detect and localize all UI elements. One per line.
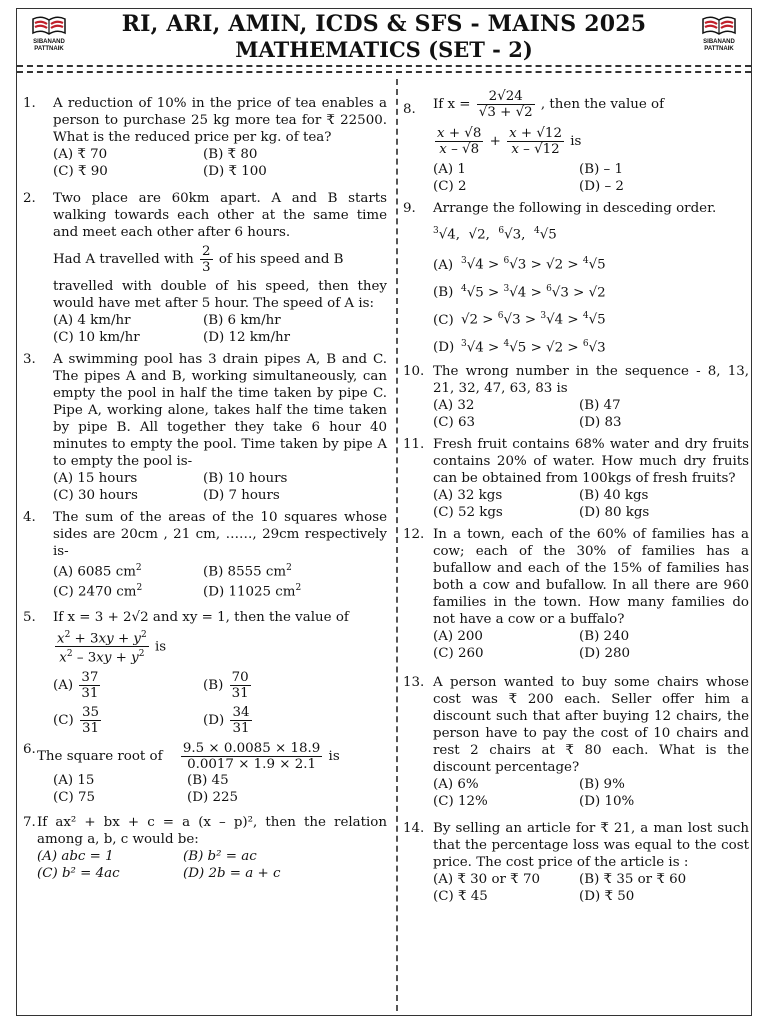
question-text: The sum of the areas of the 10 squares whose sides are 20cm , 21 cm, ……, 29cm respectively is- <box>53 510 387 559</box>
left-column <box>23 95 387 887</box>
question-text: By selling an article for ₹ 21, a man lost such that the percentage loss was equal to the cost price. The cost price of the article is : <box>433 821 749 871</box>
option-c: (C) √2 > $^6$√3 > $^3$√4 > $^4$√5 <box>433 311 606 328</box>
question-10 <box>403 363 749 431</box>
logo-right-name2: PATTNAIK <box>704 46 734 52</box>
option-d: (D) $^3$√4 > $^4$√5 > √2 > $^6$√3 <box>433 338 606 356</box>
logo-left-name: SIBANAND <box>33 39 65 45</box>
question-1 <box>23 95 387 180</box>
option-d: (D) 11025 $cm^2$ <box>203 583 302 600</box>
option-b: (B) $^4$√5 > $^3$√4 > $^6$√3 > √2 <box>433 283 606 301</box>
option-a: (A) $\frac{37}{31}$ <box>53 669 99 701</box>
option-b: (B) 6 km/hr <box>203 313 281 328</box>
question-number: 5. <box>23 609 36 625</box>
question-7 <box>23 814 387 882</box>
option-c: (C) 63 <box>433 415 475 431</box>
question-text-part: , then the value of <box>540 97 665 112</box>
question-text-part: If x = <box>433 97 471 112</box>
question-text: If x = 3 + 2√2 and xy = 1, then the value of <box>53 609 349 625</box>
option-c: (C) 52 kgs <box>433 505 503 521</box>
question-text-part: is <box>570 134 582 149</box>
option-d: (D) 80 kgs <box>579 505 650 521</box>
question-text: A person wanted to buy some chairs whose cost was ₹ 200 each. Seller offer him a discount such that after buying 12 chairs, the person have to pay the cost of 10 chairs and rest 2 chairs at ₹ 80 each. What is the discount percentage? <box>433 675 749 776</box>
question-page <box>16 8 752 1016</box>
book-logo-icon <box>701 15 737 37</box>
option-a: (A) 15 hours <box>53 471 138 486</box>
logo-left-name2: PATTNAIK <box>34 46 64 52</box>
option-d: (D) 10% <box>579 794 635 810</box>
question-3 <box>23 351 387 504</box>
question-text: A reduction of 10% in the price of tea enables a person to purchase 25 kg more tea for ₹ 22500. What is the reduced price per kg. of tea? <box>53 96 387 145</box>
x-fraction: $\frac{2√24}{√3 + √2}$ <box>478 89 533 120</box>
expression-fraction: $\frac{x^2 + 3xy + y^2}{x^2 - 3xy + y^2}$ <box>57 629 147 666</box>
option-a: (A) 32 kgs <box>433 488 503 504</box>
option-a: (A) 15 <box>53 772 95 788</box>
option-a: (A) ₹ 30 or ₹ 70 <box>433 872 540 888</box>
option-a: (A) 200 <box>433 629 483 645</box>
expression-fraction: $\frac{x + √12}{x - √12}$ <box>509 126 562 157</box>
option-c: (C) 2 <box>433 179 467 194</box>
question-text-part: is <box>328 748 340 764</box>
question-4 <box>23 509 387 601</box>
question-13 <box>403 674 749 810</box>
page-header <box>17 9 751 65</box>
option-b: (B) 47 <box>579 398 621 414</box>
question-number: 12. <box>403 527 425 543</box>
question-text: In a town, each of the 60% of families has a cow; each of the 30% of families has a bufallow and each of the 15% of families has both a cow and bufallow. In all there are 960 families in the town. How many families do not have a cow or a buffalo? <box>433 527 749 628</box>
option-d: (D) 7 hours <box>203 488 280 503</box>
question-number: 9. <box>403 201 416 216</box>
option-c: (C) 260 <box>433 646 484 662</box>
option-b: (B) – 1 <box>579 162 624 177</box>
option-a: (A) 6085 $cm^2$ <box>53 563 142 580</box>
option-b: (B) ₹ 80 <box>203 147 258 162</box>
option-b: (B) 10 hours <box>203 471 288 486</box>
subject-title: MATHEMATICS (SET - 2) <box>235 37 533 62</box>
option-d: (D) ₹ 100 <box>203 164 267 179</box>
option-d: (D) ₹ 50 <box>579 889 635 905</box>
option-d: (D) 12 km/hr <box>203 330 291 345</box>
question-text: Two place are 60km apart. A and B starts walking towards each other at the same time and meet each other after 6 hours. <box>53 191 387 240</box>
question-11 <box>403 436 749 521</box>
question-number: 1. <box>23 96 36 111</box>
option-d: (D) $\frac{34}{31}$ <box>203 704 250 736</box>
option-b: (B) 240 <box>579 629 630 645</box>
question-number: 2. <box>23 191 36 206</box>
question-number: 7. <box>23 814 36 830</box>
option-b: (B) 45 <box>187 772 229 788</box>
question-12 <box>403 526 749 662</box>
fraction <box>200 244 213 275</box>
option-c: (C) 30 hours <box>53 488 138 503</box>
option-c: (C) 12% <box>433 794 488 810</box>
option-b: (B) b² = ac <box>183 848 257 864</box>
option-a: (A) 4 km/hr <box>53 313 131 328</box>
radical-list: $^3$√4, √2, $^6$√3, $^4$√5 <box>433 226 557 243</box>
question-text-part: Had A travelled with <box>53 252 194 267</box>
option-d: (D) 280 <box>579 646 630 662</box>
question-text: Fresh fruit contains 68% water and dry fruits contains 20% of water. How much dry fruits can be obtained from 100kgs of fresh fruits? <box>433 437 749 487</box>
question-text: travelled with double of his speed, then they would have met after 5 hour. The speed of A is: <box>53 279 387 311</box>
question-text-part: of his speed and B <box>218 252 344 267</box>
right-column <box>403 89 749 910</box>
option-d: (D) 2b = a + c <box>183 865 281 881</box>
option-c: (C) 2470 $cm^2$ <box>53 583 143 600</box>
expression-fraction: $\frac{x + √8}{x - √8}$ <box>437 126 482 157</box>
option-a: (A) 6% <box>433 777 479 793</box>
option-a: (A) 32 <box>433 398 475 414</box>
question-number: 11. <box>403 437 425 453</box>
option-c: (C) $\frac{35}{31}$ <box>53 704 100 736</box>
header-separator <box>17 65 751 73</box>
question-number: 8. <box>403 102 416 117</box>
question-6 <box>23 741 387 806</box>
question-number: 10. <box>403 364 425 380</box>
option-c: (C) ₹ 45 <box>433 889 488 905</box>
question-9 <box>403 200 749 356</box>
question-8: 8. If x = $\frac{2√24}{√3 + √2}$ , then the value of $\frac{x + √8}{x - √8}$ + $\frac{x + √12}{x - √12}$ is (A) 1 (B) – 1 (C) 2 (D) – 2 <box>403 89 749 195</box>
question-number: 13. <box>403 675 425 691</box>
option-d: (D) 83 <box>579 415 622 431</box>
publisher-logo-right <box>691 15 747 53</box>
option-d: (D) 225 <box>187 789 238 805</box>
question-text: If ax² + bx + c = a (x – p)², then the relation among a, b, c would be: <box>37 814 387 847</box>
question-5 <box>23 609 387 736</box>
question-number: 6. <box>23 741 36 757</box>
option-b: (B) ₹ 35 or ₹ 60 <box>579 872 687 888</box>
option-a: (A) ₹ 70 <box>53 147 108 162</box>
exam-title: RI, ARI, AMIN, ICDS & SFS - MAINS 2025 <box>121 11 647 37</box>
question-text: The wrong number in the sequence - 8, 13, 21, 32, 47, 63, 83 is <box>433 364 749 397</box>
option-c: (C) 10 km/hr <box>53 330 140 345</box>
option-a: (A) abc = 1 <box>37 848 114 864</box>
option-c: (C) 75 <box>53 789 95 805</box>
question-text: Arrange the following in desceding order. <box>433 201 717 216</box>
column-divider <box>396 79 400 1011</box>
expression-fraction: $\frac{9.5 \times 0.0085 \times 18.9}{0.0017 \times 1.9 \times 2.1}$ <box>182 740 321 772</box>
question-text-part: is <box>155 639 167 655</box>
option-a: (A) $^3$√4 > $^6$√3 > √2 > $^4$√5 <box>433 256 606 273</box>
numerator: 2 <box>202 244 211 259</box>
logo-right-name: SIBANAND <box>703 39 735 45</box>
option-b: (B) 8555 $cm^2$ <box>203 563 292 580</box>
question-number: 14. <box>403 821 425 837</box>
option-b: (B) 40 kgs <box>579 488 649 504</box>
denominator: 3 <box>202 260 211 275</box>
option-b: (B) 9% <box>579 777 625 793</box>
option-a: (A) 1 <box>433 162 466 177</box>
question-text-part: The square root of <box>37 748 163 764</box>
option-d: (D) – 2 <box>579 179 624 194</box>
question-text: A swimming pool has 3 drain pipes A, B and C. The pipes A and B, working simultaneously, can empty the pool in half the time taken by pipe C. Pipe A, working alone, takes half the time taken by pipe B. All together they take 6 hour 40 minutes to empty the pool. Time taken by pipe A to empty the pool is- <box>53 352 387 469</box>
question-2 <box>23 190 387 346</box>
question-number: 4. <box>23 510 36 525</box>
question-number: 3. <box>23 352 36 367</box>
option-b: (B) $\frac{70}{31}$ <box>203 669 249 701</box>
question-14 <box>403 820 749 905</box>
option-c: (C) b² = 4ac <box>37 865 120 881</box>
option-c: (C) ₹ 90 <box>53 164 108 179</box>
